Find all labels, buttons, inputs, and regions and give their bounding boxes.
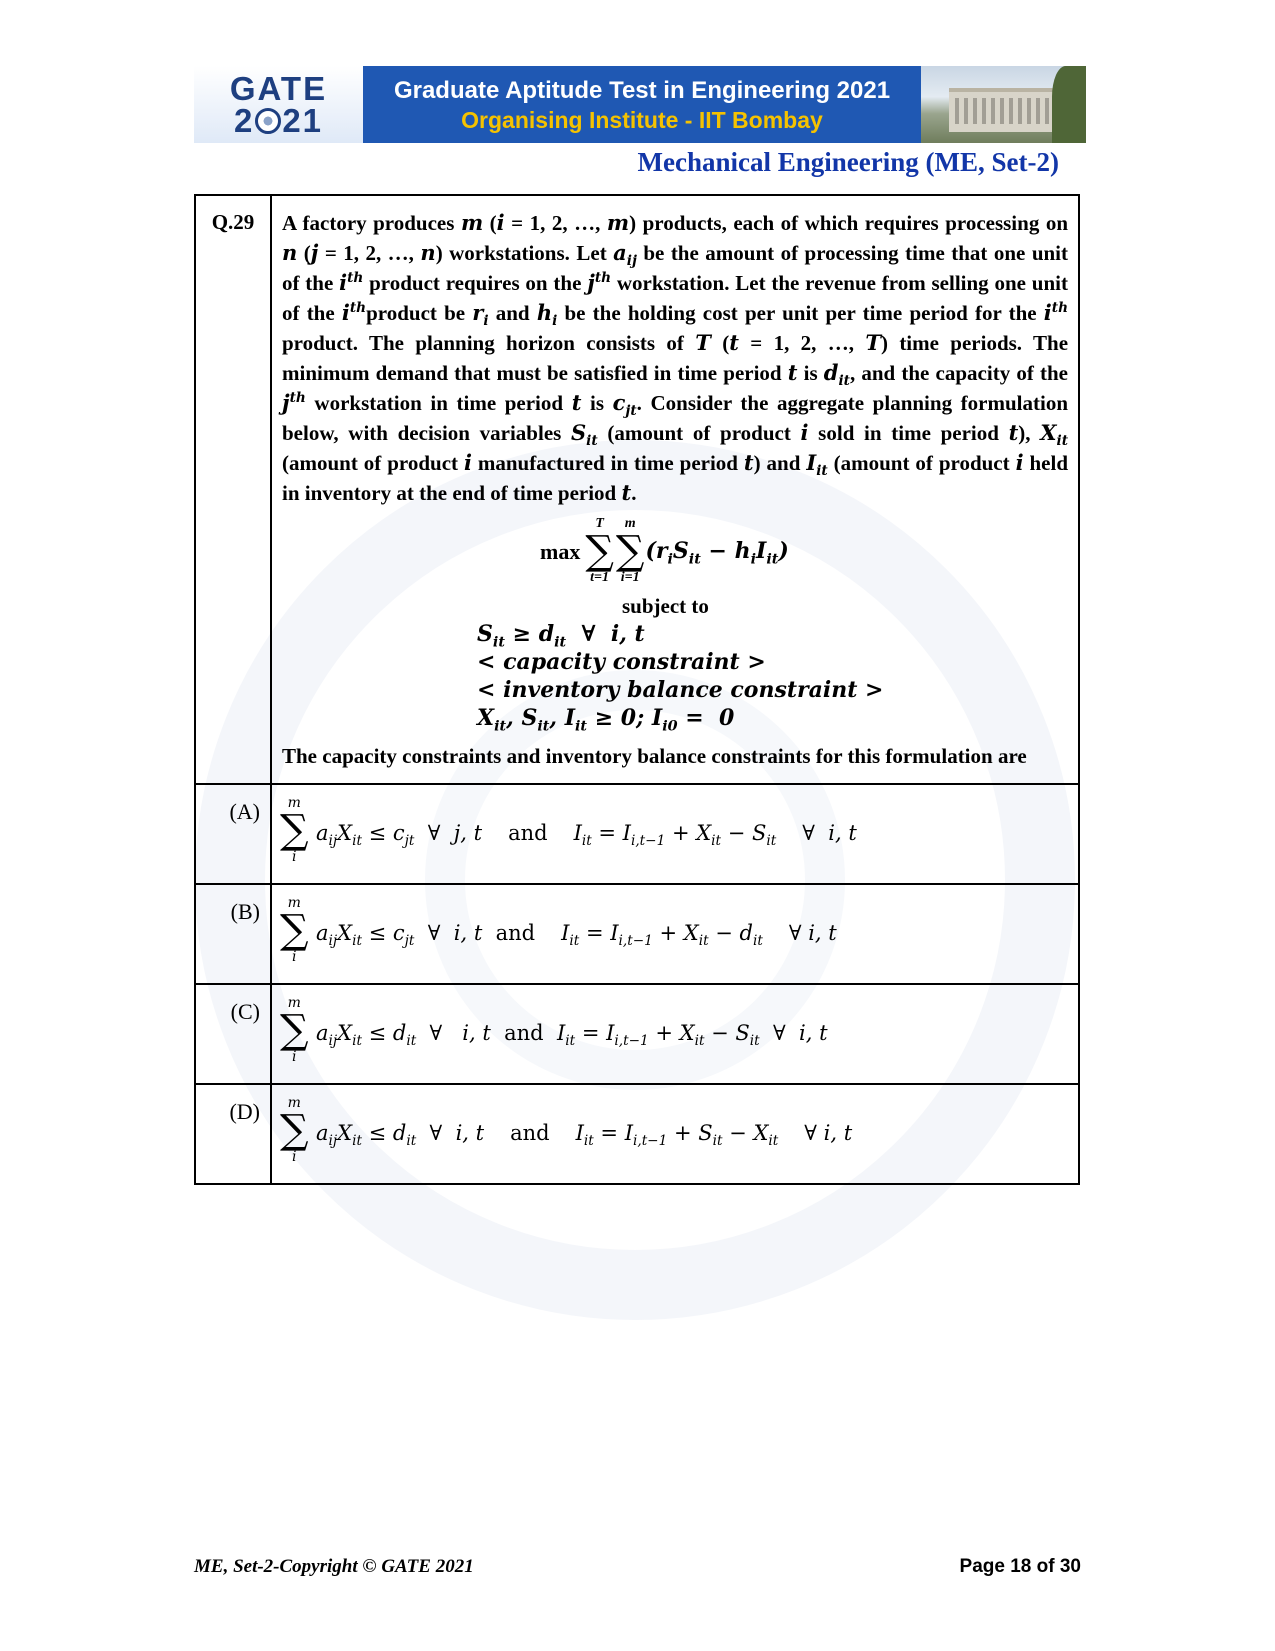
- header-banner: [194, 66, 1086, 143]
- gate-logo: [194, 66, 363, 143]
- logo-year: [233, 101, 324, 139]
- option-a[interactable]: [271, 784, 1079, 884]
- option-label-a[interactable]: (A): [195, 784, 271, 884]
- sum-icon: m ∑ i: [280, 895, 309, 965]
- formulation: [282, 516, 1068, 736]
- capacity-placeholder: < capacity constraint >: [477, 649, 766, 675]
- option-d[interactable]: [271, 1084, 1079, 1184]
- question-stem: [271, 195, 1079, 784]
- question-number: Q.29: [195, 195, 271, 784]
- subject-title: Mechanical Engineering (ME, Set-2): [637, 147, 1059, 177]
- option-label-c[interactable]: (C): [195, 984, 271, 1084]
- option-c[interactable]: [271, 984, 1079, 1084]
- question-closing: The capacity constraints and inventory balance constraints for this formulation are: [282, 744, 1027, 768]
- option-a-expression: $a_{ij}X_{it} \le c_{jt}$ ∀ j, t and $I_{it} = I_{i,t-1} + X_{it} - S_{it}$ ∀ i, t: [316, 821, 857, 850]
- subject-to: subject to: [622, 594, 709, 618]
- max-label: max: [540, 538, 581, 564]
- footer-copyright: ME, Set-2-Copyright © GATE 2021: [194, 1556, 474, 1577]
- seal-icon: [255, 108, 281, 134]
- sum-t-icon: T ∑ t=1: [585, 516, 614, 585]
- sum-icon: m ∑ i: [280, 995, 309, 1065]
- building-image: [949, 88, 1059, 132]
- sum-icon: m ∑ i: [280, 795, 309, 865]
- nonnegativity-constraint: $X_{it}$, $S_{it}$, $I_{it} \ge 0$; $I_{i0} = 0$: [477, 705, 735, 735]
- sum-icon: m ∑ i: [280, 1095, 309, 1165]
- option-b[interactable]: [271, 884, 1079, 984]
- banner-title: Graduate Aptitude Test in Engineering 2021: [393, 76, 891, 104]
- question-table: [194, 194, 1080, 1185]
- inventory-placeholder: < inventory balance constraint >: [477, 677, 884, 703]
- option-d-expression: $a_{ij}X_{it} \le d_{it}$ ∀ i, t and $I_{it} = I_{i,t-1} + S_{it} - X_{it}$ ∀ i, t: [316, 1121, 853, 1150]
- page-number: Page 18 of 30: [959, 1556, 1081, 1577]
- banner-subtitle: Organising Institute - IIT Bombay: [461, 106, 823, 133]
- sum-i-icon: m ∑ i=1: [615, 516, 645, 585]
- logo-year-left: 2: [233, 101, 255, 139]
- objective-function: max T ∑ t=1 m ∑ i=1 $(r_iS_{it} - h_iI_{it})$: [540, 516, 789, 585]
- option-label-b[interactable]: (B): [195, 884, 271, 984]
- demand-constraint: $S_{it} \ge d_{it}$ ∀ i, t: [477, 621, 645, 651]
- option-label-d[interactable]: (D): [195, 1084, 271, 1184]
- logo-year-right: 21: [282, 101, 324, 139]
- logo-text: GATE: [229, 69, 328, 107]
- option-c-expression: $a_{ij}X_{it} \le d_{it}$ ∀ i, t and $I_{it} = I_{i,t-1} + X_{it} - S_{it}$ ∀ i, t: [316, 1021, 828, 1050]
- question-text: A factory produces m (i = 1, 2, …, m) products, each of which requires processing on n (j = 1, 2, …, n) workstations. Let $a_{ij}$ be the amount of processing time that one unit of the $i^{th}$ product requires on the $j^{th}$ workstation. Let the revenue from selling one unit of the $i^{th}product$ be $r_i$ and $h_i$ be the holding cost per unit per time period for the $i^{th}$ product. The planning horizon consists of T (t = 1, 2, …, T) time periods. The minimum demand that must be satisfied in time period t is $d_{it}$, and the capacity of the $j^{th}$ workstation in time period t is $c_{jt}$. Consider the aggregate planning formulation below, with decision variables $S_{it}$ (amount of product i sold in time period t), $X_{it}$ (amount of product i manufactured in time period t) and $I_{it}$ (amount of product i held in inventory at the end of time period t.: [282, 210, 1069, 505]
- option-b-expression: $a_{ij}X_{it} \le c_{jt}$ ∀ i, t and $I_{it} = I_{i,t-1} + X_{it} - d_{it}$ ∀ i, t: [316, 921, 837, 950]
- campus-photo: [921, 66, 1086, 143]
- tree-image: [1052, 66, 1086, 143]
- banner-text: [363, 66, 921, 143]
